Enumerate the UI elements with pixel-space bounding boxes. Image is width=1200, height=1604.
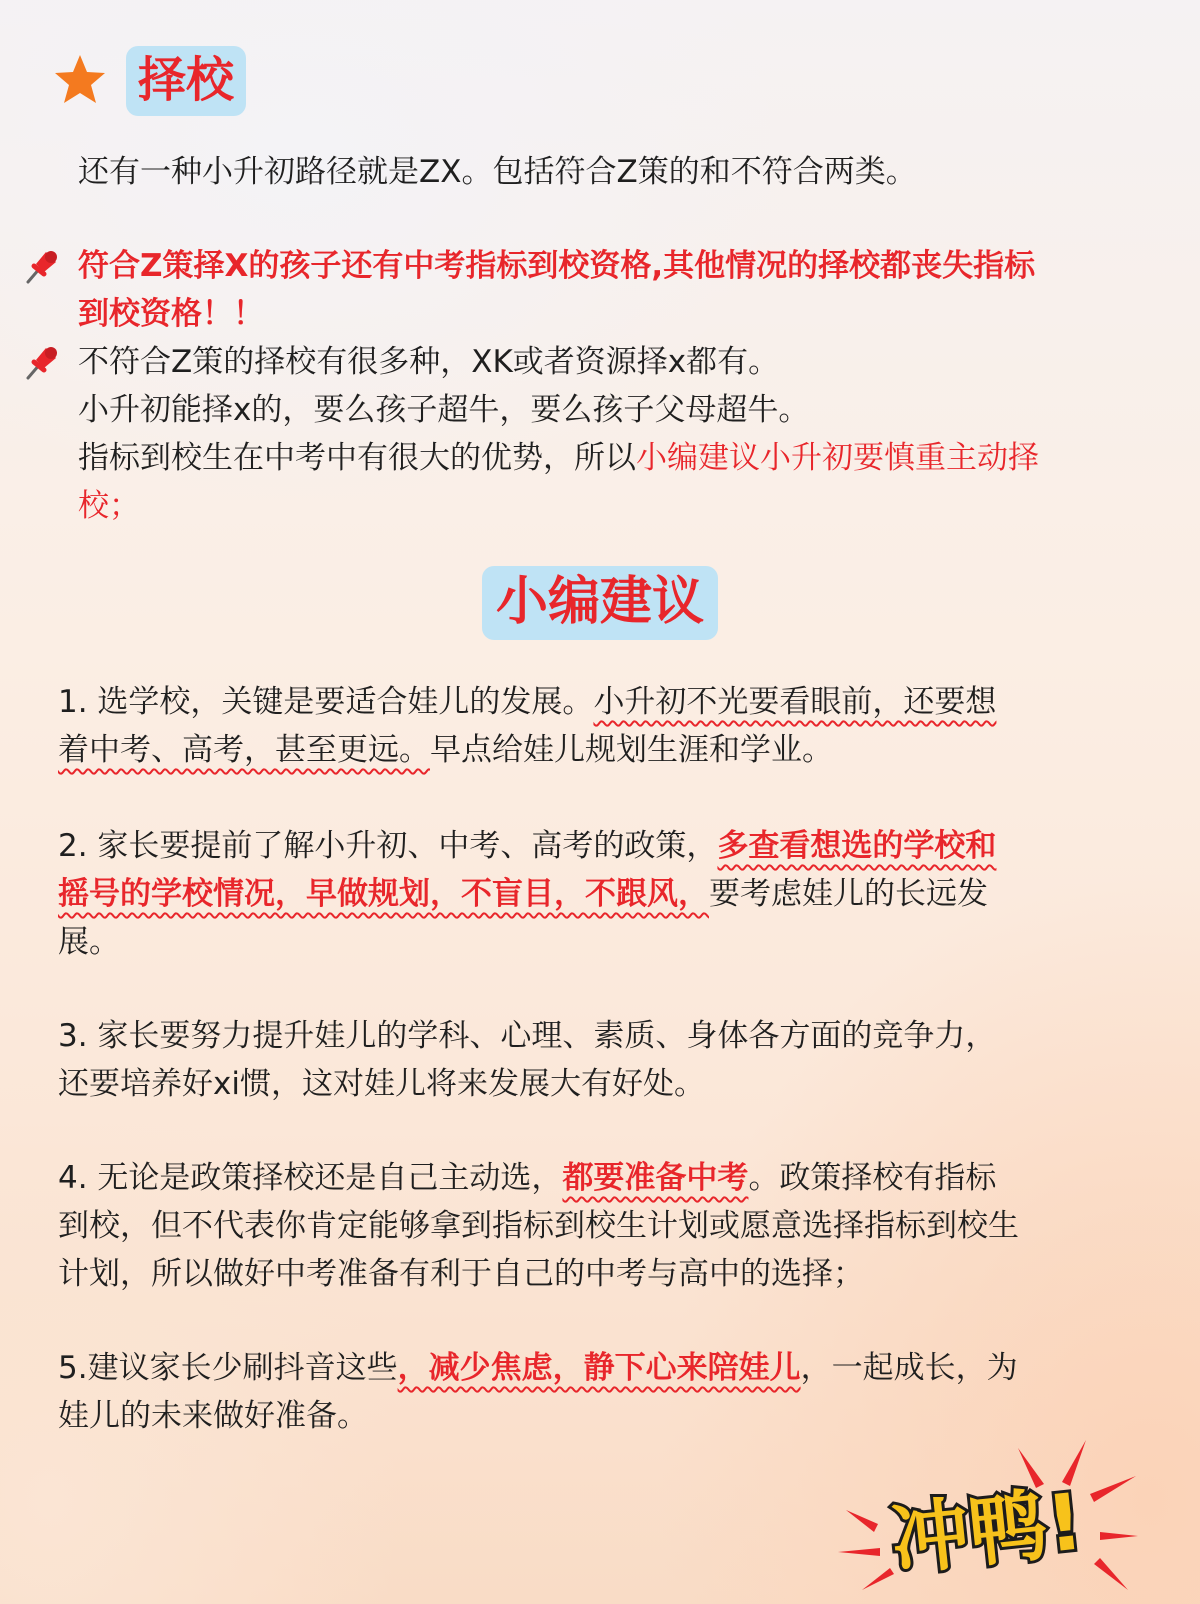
advice-item-4-line-3: 计划，所以做好中考准备有利于自己的中考与高中的选择； [58, 1256, 864, 1292]
section-heading-editor-advice: 小编建议 [482, 566, 718, 640]
line-plain-text: 。政策择校有指标 [748, 1160, 997, 1196]
bullet-2-line-1: 不符合Z策的择校有很多种，XK或者资源择x都有。 [78, 344, 780, 380]
bullet-1-line-2: 到校资格！！ [78, 296, 264, 332]
advice-item-4-line-1 [58, 1154, 1019, 1202]
highlight-red-text: 小编建议小升初要慎重主动择 [636, 440, 1039, 476]
wavy-underlined-text: 小升初不光要看眼前，还要想 [593, 684, 997, 720]
advice-item-1-line-2 [58, 726, 996, 774]
advice-item-5 [58, 1344, 1018, 1440]
line-plain-text: 指标到校生在中考中有很大的优势，所以 [78, 440, 636, 476]
advice-item-5-line-2: 娃儿的未来做好准备。 [58, 1398, 368, 1434]
stamp-text: 冲鸭! [887, 1477, 1088, 1587]
bullet-2-line-3 [78, 434, 1039, 482]
line-plain-text: ，一起成长，为 [800, 1350, 1018, 1386]
advice-item-2-line-1 [58, 822, 996, 870]
line-plain-text: 要考虑娃儿的长远发 [709, 876, 988, 912]
pushpin-icon [22, 246, 62, 286]
line-plain-text: 1. 选学校，关键是要适合娃儿的发展。 [58, 684, 594, 720]
bullet-2-line-2: 小升初能择x的，要么孩子超牛，要么孩子父母超牛。 [78, 392, 810, 428]
advice-item-4 [58, 1154, 1019, 1298]
bullet-2 [78, 338, 1039, 530]
wavy-underlined-text: 着中考、高考，甚至更远。 [58, 732, 430, 768]
bullet-1 [78, 242, 1035, 338]
highlight-red-text: ，减少焦虑，静下心来陪娃儿 [397, 1350, 801, 1386]
advice-item-2 [58, 822, 996, 966]
highlight-red-text: 都要准备中考 [562, 1160, 749, 1196]
line-plain-text: 4. 无论是政策择校还是自己主动选， [58, 1160, 563, 1196]
section-heading-choose-school: 择校 [126, 46, 246, 116]
line-plain-text: 5.建议家长少刷抖音这些 [58, 1350, 398, 1386]
advice-item-3-line-2: 还要培养好xi惯，这对娃儿将来发展大有好处。 [58, 1066, 705, 1102]
line-plain-text: 早点给娃儿规划生涯和学业。 [430, 732, 833, 768]
bullet-1-line-1: 符合Z策择X的孩子还有中考指标到校资格,其他情况的择校都丧失指标 [78, 248, 1036, 284]
star-icon [52, 52, 108, 108]
advice-item-5-line-1 [58, 1344, 1018, 1392]
advice-item-1 [58, 678, 996, 774]
advice-item-3-line-1: 3. 家长要努力提升娃儿的学科、心理、素质、身体各方面的竞争力， [58, 1018, 997, 1054]
pushpin-icon [22, 342, 62, 382]
advice-item-2-line-2 [58, 870, 996, 918]
bullet-2-line-4: 校； [78, 488, 140, 524]
intro-text: 还有一种小升初路径就是ZX。包括符合Z策的和不符合两类。 [78, 154, 917, 190]
highlight-red-text: 多查看想选的学校和 [717, 828, 997, 864]
advice-item-1-line-1 [58, 678, 996, 726]
advice-item-4-line-2: 到校，但不代表你肯定能够拿到指标到校生计划或愿意选择指标到校生 [58, 1208, 1019, 1244]
highlight-red-text: 摇号的学校情况，早做规划，不盲目，不跟风， [58, 876, 709, 912]
line-plain-text: 2. 家长要提前了解小升初、中考、高考的政策， [58, 828, 718, 864]
stamp-sticker [838, 1440, 1138, 1600]
advice-item-3 [58, 1012, 996, 1108]
advice-item-2-line-3: 展。 [58, 924, 120, 960]
